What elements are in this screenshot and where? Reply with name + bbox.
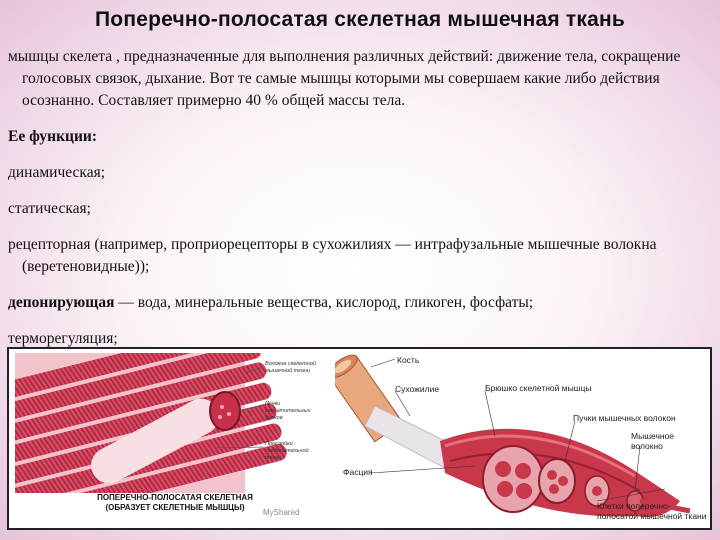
label-muscle-belly: Брюшко скелетной мышцы (485, 383, 592, 393)
label-tendon: Сухожилие (395, 384, 440, 394)
function-term: депонирующая (8, 294, 115, 311)
watermark-logo: MyShared (263, 508, 300, 517)
label-connective-layers: Прослойки соединительной ткани (265, 441, 309, 461)
function-item (8, 292, 708, 314)
label-bone: Кость (397, 355, 420, 365)
function-item: динамическая; (8, 164, 106, 181)
caption-line-1: ПОПЕРЕЧНО-ПОЛОСАТАЯ СКЕЛЕТНАЯ (97, 493, 253, 502)
label-muscle-cells: Клетки поперечно-полосатой мышечной ткани (597, 501, 707, 521)
fiber-illustration (15, 353, 325, 527)
label-protein-bundles: Пучки сократительных белков (265, 401, 311, 421)
label-fibers: Волокна скелетной мышечной ткани (265, 361, 317, 374)
caption-line-2: (ОБРАЗУЕТ СКЕЛЕТНЫЕ МЫШЦЫ) (105, 503, 245, 512)
functions-heading: Ее функции: (8, 128, 97, 145)
label-muscle-fiber: Мышечное волокно (631, 431, 675, 451)
slide-title: Поперечно-полосатая скелетная мышечная ткань (95, 8, 625, 31)
muscle-anatomy-illustration (335, 351, 709, 529)
muscle-figure (7, 347, 712, 530)
function-item: статическая; (8, 200, 91, 217)
function-item: рецепторная (например, проприорецепторы в сухожилиях — интрафузальные мышечные волокна (веретеновидные)); (8, 236, 657, 275)
function-item: терморегуляция; (8, 330, 118, 347)
intro-paragraph: мышцы скелета , предназначенные для выполнения различных действий: движение тела, сокращение голосовых связок, дыхание. Вот те самые мышцы которыми мы совершаем какие либо действия осознанно. Составляет примерно 40 % общей массы тела. (8, 48, 681, 109)
function-desc: — вода, минеральные вещества, кислород, гликоген, фосфаты; (114, 294, 534, 311)
figure-caption (75, 493, 275, 513)
label-fiber-bundles: Пучки мышечных волокон (573, 413, 676, 423)
label-fascia: Фасция (343, 467, 373, 477)
